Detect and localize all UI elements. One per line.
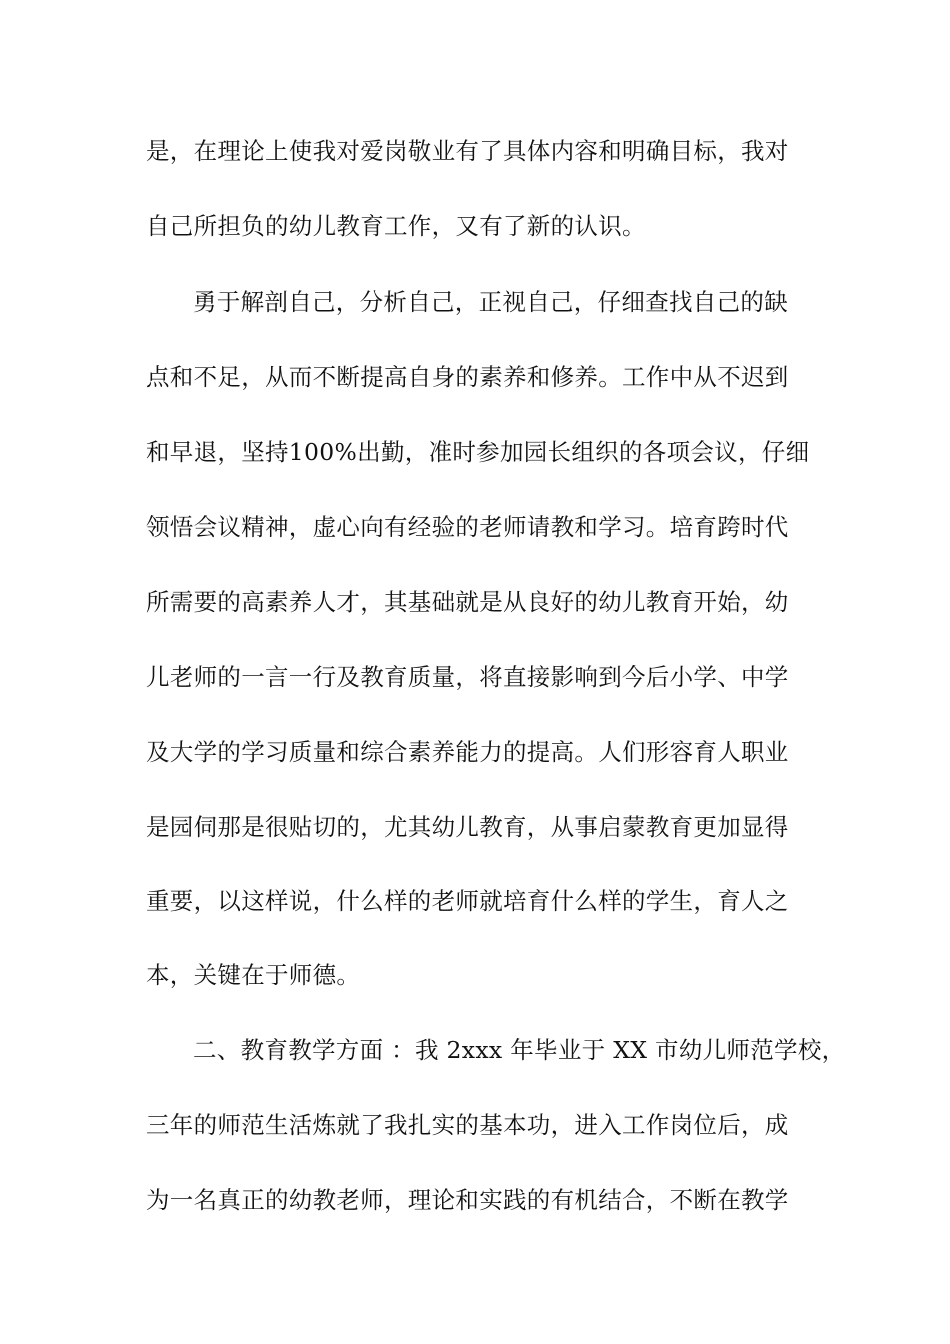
text-line: 点和不足，从而不断提高自身的素养和修养。工作中从不迟到	[146, 363, 789, 391]
text-line: 自己所担负的幼儿教育工作，又有了新的认识。	[146, 212, 646, 240]
paragraph-start-line: 勇于解剖自己，分析自己，正视自己，仔细查找自己的缺	[193, 288, 788, 316]
text-line: 为一名真正的幼教老师，理论和实践的有机结合，不断在教学	[146, 1186, 789, 1214]
text-line: 领悟会议精神，虚心向有经验的老师请教和学习。培育跨时代	[146, 513, 789, 541]
section-heading-line: 二、教育教学方面 ：我 2xxx 年毕业于 XX 市幼儿师范学校，	[193, 1036, 846, 1064]
text-line: 本，关键在于师德。	[146, 961, 361, 989]
text-line: 三年的师范生活炼就了我扎实的基本功，进入工作岗位后，成	[146, 1111, 789, 1139]
text-line: 和早退，坚持100%出勤，准时参加园长组织的各项会议，仔细	[146, 438, 810, 466]
text-line: 儿老师的一言一行及教育质量，将直接影响到今后小学、中学	[146, 663, 789, 691]
text-line: 重要，以这样说，什么样的老师就培育什么样的学生，育人之	[146, 887, 789, 915]
text-line: 及大学的学习质量和综合素养能力的提高。人们形容育人职业	[146, 738, 789, 766]
text-line: 所需要的高素养人才，其基础就是从良好的幼儿教育开始，幼	[146, 588, 789, 616]
text-line: 是园伺那是很贴切的，尤其幼儿教育，从事启蒙教育更加显得	[146, 813, 789, 841]
text-line: 是，在理论上使我对爱岗敬业有了具体内容和明确目标，我对	[146, 137, 789, 165]
